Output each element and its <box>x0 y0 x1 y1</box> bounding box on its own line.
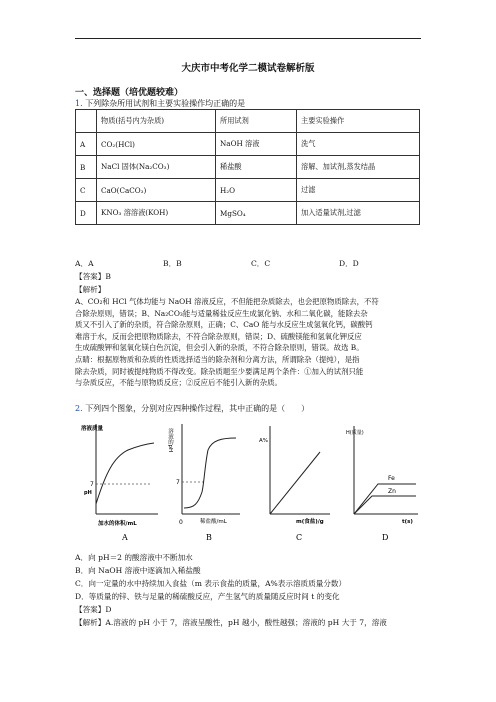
table-row <box>76 133 420 156</box>
y-mark: 7 <box>176 479 180 486</box>
option-a: A．A <box>75 259 94 268</box>
figure-a-graph <box>80 422 160 542</box>
question-2-text: 下列四个图象，分别对应四种操作过程，其中正确的是（ ） <box>85 404 310 413</box>
header-rule <box>75 38 421 39</box>
option-c: C．C <box>251 259 271 268</box>
question-1-text: 下列除杂所用试剂和主要实验操作均正确的是 <box>85 99 246 108</box>
table-cell: B <box>76 156 97 179</box>
curve <box>270 452 320 514</box>
table-cell: C <box>76 179 97 202</box>
series-label-fe: Fe <box>388 475 395 482</box>
y-axis-label: 溶液质量 <box>81 426 104 432</box>
figure-c <box>256 422 336 542</box>
table-cell: CO₂(HCl) <box>97 133 216 156</box>
y-mark-label: pH <box>84 490 92 496</box>
analysis-line: 质又不引入了新的杂质，符合除杂原则，正确；C、CaO 能与水反应生成氢氧化钙，碳酸钙 <box>75 320 373 330</box>
table-cell: 洗气 <box>297 133 420 156</box>
table-cell: 加入适量试剂,过滤 <box>297 202 420 225</box>
table-row <box>76 156 420 179</box>
y-axis-label: A% <box>259 438 268 444</box>
x-axis-label: 加水的体积/mL <box>98 521 137 527</box>
curve <box>184 438 236 508</box>
question-2-option-c: C．向一定量的水中持续加入食盐（m 表示食盐的质量，A%表示溶质质量分数） <box>75 579 347 588</box>
table-cell: H₂O <box>216 179 297 202</box>
x-origin: 0 <box>179 519 183 526</box>
analysis-line: 除去杂质，同时被提纯物质不得改变。除杂质题至少要满足两个条件：①加入的试剂只能 <box>75 366 364 376</box>
x-axis-label: t(s) <box>402 519 413 525</box>
table-row <box>76 179 420 202</box>
question-1-answer: 【答案】B <box>75 272 111 281</box>
section-heading: 一、选择题（培优题较难） <box>75 88 184 98</box>
series-label-zn: Zn <box>388 488 396 495</box>
figure-d <box>342 422 426 542</box>
y-axis-label: H(质量) <box>346 430 364 436</box>
y-mark: 7 <box>90 481 94 488</box>
question-2-analysis: 【解析】A.溶液的 pH 小于 7，溶液呈酸性，pH 越小，酸性越强；溶液的 pH 大于 7，溶液 <box>75 618 387 627</box>
figure-caption: D <box>382 533 389 542</box>
question-1-analysis <box>75 296 421 389</box>
x-axis-label: m(食盐)/g <box>296 519 324 525</box>
table-cell: NaOH 溶液 <box>216 133 297 156</box>
table-header-cell: 物质(括号内为杂质) <box>97 110 216 133</box>
table-cell: MgSO₄ <box>216 202 297 225</box>
table-cell: D <box>76 202 97 225</box>
option-b: B．B <box>163 259 182 268</box>
question-2-option-a: A．向 pH＝2 的酸溶液中不断加水 <box>75 553 193 562</box>
analysis-line: 合除杂原则，错误；B、Na₂CO₃能与适量稀盐反应生成氯化钠、水和二氧化碳，能除去杂 <box>75 308 368 318</box>
question-2-answer: 【答案】D <box>75 605 112 614</box>
analysis-line: A、CO₂和 HCl 气体均能与 NaOH 溶液反应，不但能把杂质除去，也会把原物质除去，不符 <box>75 297 379 306</box>
table-cell: KNO₃ 溶溶液(KOH) <box>97 202 216 225</box>
series-fe <box>354 484 416 514</box>
question-1-analysis-label: 【解析】 <box>75 285 106 294</box>
series-zn <box>354 496 416 514</box>
analysis-line: 难溶于水，反而会把原物质除去，不符合除杂原则，错误；D、硫酸镁能和氢氧化钾反应 <box>75 331 362 341</box>
question-2-option-b: B．向 NaOH 溶液中逐滴加入稀盐酸 <box>75 566 201 575</box>
table-cell: 过滤 <box>297 179 420 202</box>
table-cell: A <box>76 133 97 156</box>
figure-a <box>80 422 160 542</box>
question-1-table <box>75 109 420 225</box>
table-cell: 稀盐酸 <box>216 156 297 179</box>
x-axis-label: 稀盐酸/mL <box>200 519 227 525</box>
y-axis-label: 溶液的pH <box>167 428 173 453</box>
table-header-cell <box>76 110 97 133</box>
figure-caption: B <box>206 533 212 542</box>
table-cell: 溶解、加试剂,蒸发结晶 <box>297 156 420 179</box>
analysis-line: 点睛：根据原物质和杂质的性质选择适当的除杂剂和分离方法，所谓除杂（提纯），是指 <box>75 354 360 364</box>
table-cell: NaCl 固体(Na₂CO₃) <box>97 156 216 179</box>
table-cell: CaO(CaCO₃) <box>97 179 216 202</box>
analysis-line: 与杂质反应，不能与原物质反应；②反应后不能引入新的杂质。 <box>75 378 282 388</box>
table-row <box>76 202 420 225</box>
table-header-cell: 主要实验操作 <box>297 110 420 133</box>
question-2-number: 2. <box>75 404 83 413</box>
table-header-cell: 所用试剂 <box>216 110 297 133</box>
figure-c-graph <box>256 422 336 542</box>
figure-b-graph <box>166 422 246 542</box>
figure-b <box>166 422 246 542</box>
analysis-line: 生成硫酸钾和氢氧化镁白色沉淀，但会引入新的杂质，不符合除杂原则，错误。故选 B。 <box>75 343 364 353</box>
figure-d-graph <box>342 422 426 542</box>
question-2-stem <box>75 403 309 414</box>
page-title: 大庆市中考化学二模试卷解析版 <box>181 63 315 74</box>
question-2-option-d: D．等质量的锌、铁与足量的稀硫酸反应，产生氢气的质量随反应时间 t 的变化 <box>75 592 340 601</box>
question-1-number: 1. <box>75 99 83 108</box>
curve <box>96 443 154 504</box>
question-1-stem <box>75 98 245 109</box>
figure-caption: A <box>122 533 128 542</box>
figure-caption: C <box>296 533 303 542</box>
option-d: D．D <box>339 259 359 268</box>
table-header-row <box>76 110 420 133</box>
